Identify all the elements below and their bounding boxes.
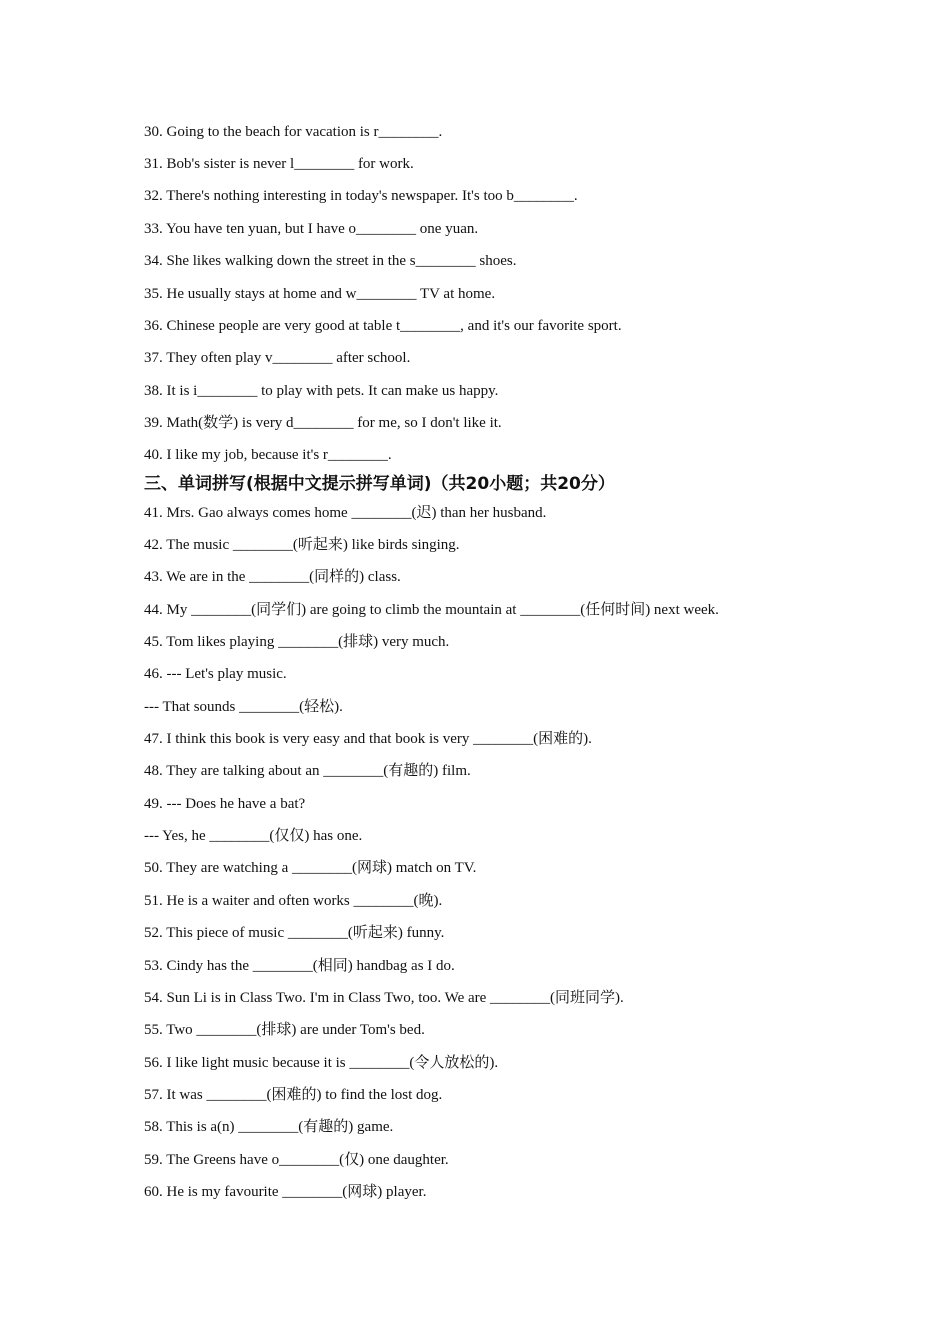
question-42: 42. The music ________(听起来) like birds singing.	[144, 537, 460, 553]
question-39: 39. Math(数学) is very d________ for me, so I don't like it.	[144, 415, 502, 431]
question-56: 56. I like light music because it is ________(令人放松的).	[144, 1055, 499, 1071]
section-heading: 三、单词拼写(根据中文提示拼写单词)（共20小题；共20分）	[144, 474, 615, 494]
question-46-reply: --- That sounds ________(轻松).	[144, 699, 343, 715]
question-32: 32. There's nothing interesting in today's newspaper. It's too b________.	[144, 188, 578, 204]
question-36: 36. Chinese people are very good at table t________, and it's our favorite sport.	[144, 318, 622, 334]
question-31: 31. Bob's sister is never l________ for work.	[144, 156, 414, 172]
question-34: 34. She likes walking down the street in the s________ shoes.	[144, 253, 517, 269]
question-53: 53. Cindy has the ________(相同) handbag as I do.	[144, 958, 455, 974]
question-49-reply: --- Yes, he ________(仅仅) has one.	[144, 828, 363, 844]
question-60: 60. He is my favourite ________(网球) player.	[144, 1184, 427, 1200]
question-30: 30. Going to the beach for vacation is r________.	[144, 124, 443, 140]
question-55: 55. Two ________(排球) are under Tom's bed.	[144, 1022, 425, 1038]
question-44: 44. My ________(同学们) are going to climb the mountain at ________(任何时间) next week.	[144, 602, 719, 618]
question-51: 51. He is a waiter and often works ________(晚).	[144, 893, 443, 909]
question-46: 46. --- Let's play music.	[144, 666, 287, 682]
question-57: 57. It was ________(困难的) to find the lost dog.	[144, 1087, 443, 1103]
question-48: 48. They are talking about an ________(有趣的) film.	[144, 763, 471, 779]
question-49: 49. --- Does he have a bat?	[144, 796, 306, 812]
question-58: 58. This is a(n) ________(有趣的) game.	[144, 1119, 394, 1135]
question-59: 59. The Greens have o________(仅) one daughter.	[144, 1152, 449, 1168]
question-50: 50. They are watching a ________(网球) match on TV.	[144, 860, 477, 876]
question-52: 52. This piece of music ________(听起来) funny.	[144, 925, 445, 941]
question-43: 43. We are in the ________(同样的) class.	[144, 569, 401, 585]
question-45: 45. Tom likes playing ________(排球) very much.	[144, 634, 450, 650]
question-54: 54. Sun Li is in Class Two. I'm in Class Two, too. We are ________(同班同学).	[144, 990, 624, 1006]
question-33: 33. You have ten yuan, but I have o________ one yuan.	[144, 221, 479, 237]
question-37: 37. They often play v________ after school.	[144, 350, 411, 366]
question-35: 35. He usually stays at home and w________ TV at home.	[144, 286, 496, 302]
question-41: 41. Mrs. Gao always comes home ________(迟) than her husband.	[144, 505, 547, 521]
question-38: 38. It is i________ to play with pets. It can make us happy.	[144, 383, 499, 399]
question-40: 40. I like my job, because it's r________.	[144, 447, 392, 463]
question-47: 47. I think this book is very easy and that book is very ________(困难的).	[144, 731, 592, 747]
